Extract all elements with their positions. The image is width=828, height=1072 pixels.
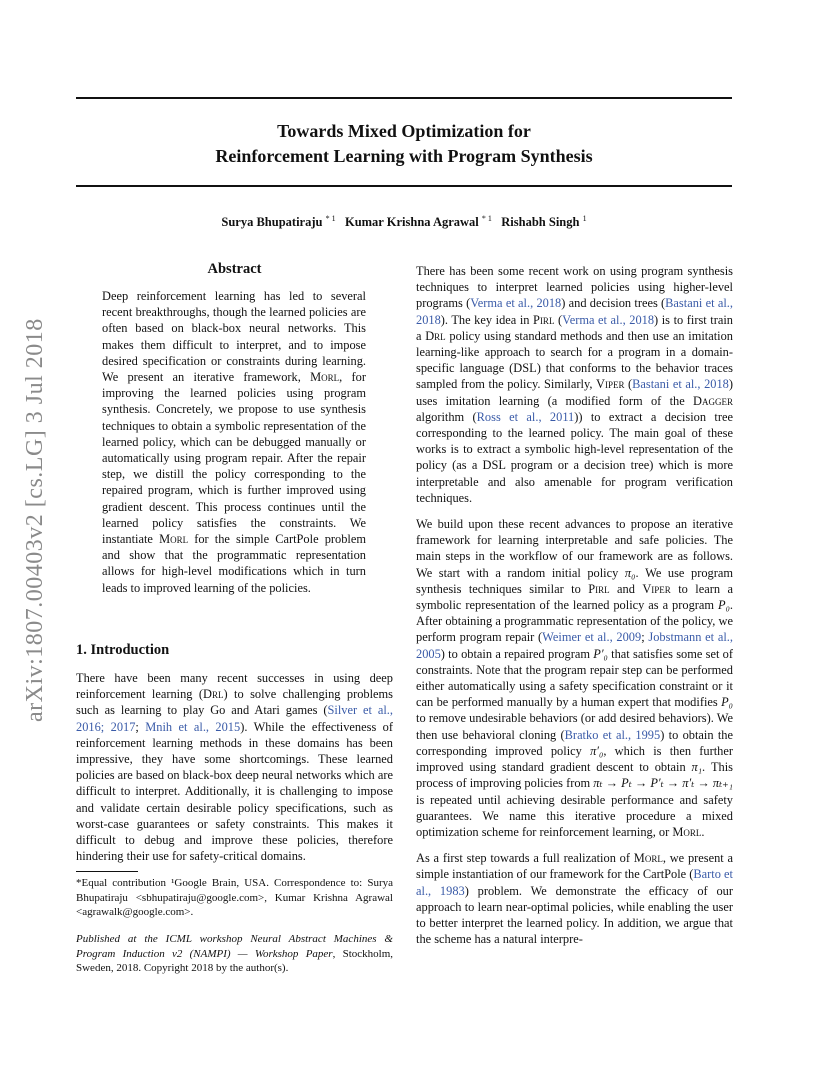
venue-name: Published at the ICML workshop Neural Abstract Machines & Program Induction v2 (NAMPI) — Workshop Paper (76, 933, 393, 960)
math-symbol: π′₀ (590, 743, 604, 758)
venue-note (76, 932, 393, 976)
citation-link[interactable]: Bastani et al., 2018 (632, 377, 729, 392)
author-name: Kumar Krishna Agrawal (344, 215, 479, 230)
body-text: . This process of improving policies from (416, 760, 733, 791)
body-text: ; (641, 630, 649, 645)
body-text: is repeated until achieving desirable performance and safety guarantees. We name this iterative procedure a mixed optimization scheme for reinforcement learning, or (416, 792, 733, 839)
citation-link[interactable]: Barto et al., 1983 (416, 867, 733, 898)
related-work-paragraph (416, 263, 733, 506)
intro-text: ). While the effectiveness of reinforcement learning methods in these domains has been impressive, they have some shortcomings. These learned policies are based on black-box deep neural networks which are difficult to interpret. Additionally, it is challenging to impose and validate certain desirable policy specifications, such as worst-case guarantees or safety constraints. This makes it difficult to debug and improve these policies, therefore hindering their use for safety-critical domains. (76, 719, 393, 864)
method-name: Viper (596, 377, 625, 392)
body-text: As a first step towards a full realization of (416, 851, 634, 866)
body-text: ). The key idea in (440, 312, 534, 327)
math-symbol: π₀ (624, 565, 636, 580)
body-text: algorithm ( (416, 409, 477, 424)
math-symbol: P′₀ (593, 646, 608, 661)
method-name: Pirl (533, 312, 555, 327)
body-text: that satisfies some set of constraints. Note that the program repair step can be performed either automatically using a safety specification constraint or it can be performed manually by a human expert that modifies (416, 646, 733, 710)
abstract-heading: Abstract (207, 261, 262, 277)
morl-name: Morl (310, 370, 340, 385)
method-name: Morl (633, 851, 663, 866)
citation-link[interactable]: Jobstmann et al., 2005 (416, 630, 733, 661)
method-name: Pirl (588, 581, 610, 596)
venue-copyright: , Stockholm, Sweden, 2018. Copyright 2018 by the author(s). (76, 947, 394, 975)
framework-paragraph (416, 516, 733, 840)
body-text: There has been some recent work on using program synthesis techniques to interpret learned policies using higher-level programs ( (416, 264, 733, 311)
right-column (416, 263, 733, 957)
morl-name: Morl (159, 532, 189, 547)
body-text: ) uses imitation learning (a modified form of the (416, 377, 733, 408)
body-text: We build upon these recent advances to propose an iterative framework for learning interpretable and safe policies. The main steps in the workflow of our framework are as follows. We start with a random initial policy (416, 517, 733, 580)
author-affiliation-mark: * 1 (481, 214, 492, 223)
body-text: ( (624, 377, 633, 392)
paper-title (76, 119, 732, 169)
cartpole-paragraph (416, 850, 733, 947)
citation-link[interactable]: Verma et al., 2018 (562, 312, 655, 327)
author-name: Surya Bhupatiraju (221, 215, 323, 230)
body-text: to learn a symbolic representation of the learned policy as a program (416, 581, 733, 613)
footnote-rule (76, 871, 138, 872)
math-symbol: πₜ → Pₜ → P′ₜ → π′ₜ → πₜ₊₁ (593, 776, 733, 791)
body-text: policy using standard methods and then use an imitation learning-like approach to search for a program in a domain-specific language (DSL) that conforms to the behavior traces sampled from the policy. Similarly, (416, 328, 733, 392)
citation-link[interactable]: Ross et al., 2011 (476, 409, 575, 424)
title-line-1: Towards Mixed Optimization for (277, 121, 531, 141)
body-text: , we present a simple instantiation of our framework for the CartPole ( (416, 851, 734, 882)
body-text: to remove undesirable behaviors (or add desired behaviors). We then use behavioral cloning ( (416, 711, 733, 742)
footnote: *Equal contribution ¹Google Brain, USA. Correspondence to: Surya Bhupatiraju <sbhupatiraju@google.com>, Kumar Krishna Agrawal <agrawalk@google.com>. (76, 877, 393, 919)
math-symbol: P₀ (721, 695, 733, 710)
body-text: ) problem. We demonstrate the efficacy of our approach to learn near-optimal policies, while enabling the user to better interpret the learned policy. In addition, we argue that the scheme has a natural interpre- (416, 883, 733, 947)
intro-text: ) to solve challenging problems such as learning to play Go and Atari games ( (76, 687, 393, 718)
math-symbol: π₁ (691, 760, 703, 775)
body-text: ) and decision trees ( (561, 296, 666, 311)
body-text: )) to extract a decision tree corresponding to the learned policy. The main goal of these works is to extract a symbolic high-level representation of the policy (as a DSL program or a decision tree) which is more interpretable and also amenable for program verification techniques. (416, 409, 733, 505)
method-name: Dagger (693, 393, 733, 408)
arxiv-identifier-stamp[interactable]: arXiv:1807.00403v2 [cs.LG] 3 Jul 2018 (22, 318, 48, 722)
abstract-text (102, 288, 366, 606)
citation-link[interactable]: Mnih et al., 2015 (145, 719, 241, 734)
body-text: , which is then further improved using standard gradient descent to obtain (416, 743, 734, 775)
citation-link[interactable]: Verma et al., 2018 (470, 296, 562, 311)
introduction-paragraph (76, 670, 393, 874)
body-text: ( (554, 312, 563, 327)
intro-text: ; (135, 719, 146, 734)
intro-text: There have been many recent successes in using deep reinforcement learning ( (76, 671, 393, 702)
method-name: Drl (425, 328, 446, 343)
abstract-text-part: , for improving the learned policies using program synthesis. Concretely, we propose to use synthesis techniques to obtain a symbolic representation of the learned policy, which can be debugged manually or automatically using program repair. After the repair step, we distill the policy corresponding to the repaired program, which is further improved using gradient descent. This process continues until the learned policy satisfies the constraints. We instantiate (102, 370, 366, 547)
drl-name: Drl (203, 687, 224, 702)
method-name: Morl (672, 824, 702, 839)
citation-link[interactable]: Silver et al., 2016; 2017 (76, 703, 394, 734)
title-bottom-rule (76, 185, 732, 187)
abstract-text-part: Deep reinforcement learning has led to several recent breakthroughs, though the learned policies are often based on black-box neural networks. This makes them difficult to interpret, and to impose desired specification or constraints during learning. We present an iterative framework, (102, 289, 366, 385)
body-text: ) is to first train a (416, 312, 734, 343)
citation-link[interactable]: Weimer et al., 2009 (542, 630, 642, 645)
author-list (76, 214, 732, 230)
top-rule (76, 97, 732, 99)
body-text: and (609, 581, 643, 596)
math-symbol: P₀ (718, 598, 730, 613)
body-text: ) to obtain a repaired program (440, 646, 594, 661)
title-line-2: Reinforcement Learning with Program Synthesis (215, 146, 593, 166)
author-affiliation-mark: 1 (582, 214, 587, 223)
section-heading-introduction: 1. Introduction (76, 642, 170, 658)
body-text: ) to obtain the corresponding improved policy (416, 727, 733, 758)
author-name: Rishabh Singh (501, 215, 580, 230)
citation-link[interactable]: Bratko et al., 1995 (564, 727, 661, 742)
author-affiliation-mark: * 1 (325, 214, 336, 223)
body-text: . (701, 824, 705, 839)
abstract-text-part: for the simple CartPole problem and show that the programmatic representation allows for high-level modifications which in turn leads to improved learning of the policies. (102, 532, 366, 595)
citation-link[interactable]: Bastani et al., 2018 (416, 296, 733, 327)
body-text: . We use program synthesis techniques similar to (416, 565, 733, 596)
body-text: . After obtaining a programmatic representation of the policy, we perform program repair ( (416, 598, 733, 645)
method-name: Viper (642, 581, 671, 596)
